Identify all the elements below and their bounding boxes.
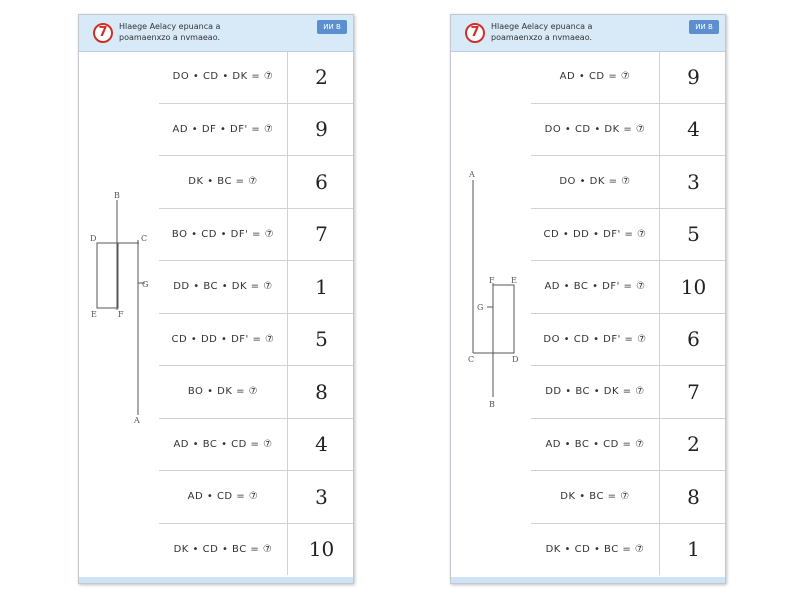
expression-cell: DO • CD • DF' = ⑦ (531, 313, 660, 366)
label-top: A (469, 170, 475, 179)
table-row (159, 156, 354, 209)
exercise-number-badge: 7 (93, 23, 113, 43)
expression-cell: AD • CD = ⑦ (159, 471, 288, 524)
label-bottom: B (489, 400, 495, 409)
expression-cell: CD • DD • DF' = ⑦ (159, 313, 288, 366)
answer-cell: 10 (288, 523, 355, 575)
answer-cell: 2 (288, 51, 355, 103)
geometry-figure (451, 15, 531, 584)
answer-cell: 3 (288, 471, 355, 524)
card-bottom-bar (451, 577, 725, 583)
label-right-bottom: D (512, 355, 519, 364)
expression-cell: DO • CD • DK = ⑦ (172, 71, 274, 83)
answer-cell: 1 (660, 523, 727, 575)
answer-cell: 9 (288, 103, 355, 156)
rectangle-shape (97, 243, 118, 308)
expression-cell: DK • BC = ⑦ (159, 156, 288, 209)
exercise-instructions: Hlaege Aelacy epuanca a poamaenxzo a nvmaeao. (491, 22, 593, 42)
expression-cell: AD • BC • CD = ⑦ (531, 418, 660, 471)
answer-cell: 7 (660, 366, 727, 419)
expression-cell: BO • DK = ⑦ (159, 366, 288, 419)
table-row (531, 156, 726, 209)
answer-cell: 9 (660, 51, 727, 103)
table-row (159, 208, 354, 261)
answer-cell: 2 (660, 418, 727, 471)
expression-cell: AD • BC • CD = ⑦ (159, 418, 288, 471)
exercise-number-badge: 7 (465, 23, 485, 43)
exercise-card-right (450, 14, 726, 584)
expression-cell: AD • BC • DF' = ⑦ (531, 261, 660, 314)
expression-cell: AD • CD = ⑦ (559, 71, 631, 83)
table-row (159, 51, 354, 103)
card-bottom-bar (79, 577, 353, 583)
label-left-top: D (90, 234, 97, 243)
table-row (531, 366, 726, 419)
expression-cell: DD • BC • DK = ⑦ (531, 366, 660, 419)
table-row (159, 366, 354, 419)
label-top: B (114, 191, 120, 200)
expression-cell: BO • CD • DF' = ⑦ (159, 208, 288, 261)
answer-cell: 8 (660, 471, 727, 524)
expression-cell: CD • DD • DF' = ⑦ (531, 208, 660, 261)
label-right-top: C (141, 234, 148, 243)
geometry-figure-svg (451, 15, 531, 584)
expression-cell: DO • DK = ⑦ (531, 156, 660, 209)
answer-cell: 5 (660, 208, 727, 261)
table-row (159, 418, 354, 471)
exercise-card-left (78, 14, 354, 584)
rectangle-shape (493, 285, 514, 353)
answer-cell: 1 (288, 261, 355, 314)
answer-cell: 3 (660, 156, 727, 209)
table-row (159, 471, 354, 524)
expression-cell: DK • CD • BC = ⑦ (159, 523, 288, 575)
expression-cell: AD • DF • DF' = ⑦ (159, 103, 288, 156)
table-row (531, 261, 726, 314)
expression-cell: DD • BC • DK = ⑦ (159, 261, 288, 314)
answer-cell: 4 (288, 418, 355, 471)
geometry-figure-svg (79, 15, 159, 584)
geometry-figure (79, 15, 159, 584)
table-row (531, 51, 726, 103)
table-row (159, 103, 354, 156)
table-row (531, 418, 726, 471)
label-left-bottom: C (468, 355, 475, 364)
table-row (159, 523, 354, 575)
table-row (531, 208, 726, 261)
vertical-segment-ba (119, 199, 139, 415)
label-side: G (142, 280, 149, 289)
table-row (531, 471, 726, 524)
label-right-bottom: F (118, 310, 124, 319)
label-left-bottom: E (91, 310, 97, 319)
label-bottom: A (134, 416, 140, 425)
answer-cell: 10 (660, 261, 727, 314)
answer-table (531, 51, 726, 575)
label-side: G (477, 303, 484, 312)
answer-cell: 7 (288, 208, 355, 261)
answer-cell: 6 (660, 313, 727, 366)
expression-cell: DK • CD • BC = ⑦ (531, 523, 660, 575)
card-tag-button[interactable]: ИИ В (689, 20, 719, 34)
answer-cell: 6 (288, 156, 355, 209)
label-left-top: F (489, 276, 495, 285)
table-row (159, 313, 354, 366)
expression-cell: DO • CD • DK = ⑦ (531, 103, 660, 156)
answer-table (159, 51, 354, 575)
label-right-top: E (511, 276, 517, 285)
table-row (531, 313, 726, 366)
answer-cell: 8 (288, 366, 355, 419)
exercise-instructions: Hlaege Aelacy epuanca a poamaenxzo a nvmaeao. (119, 22, 221, 42)
expression-cell: DK • BC = ⑦ (531, 471, 660, 524)
card-tag-button[interactable]: ИИ В (317, 20, 347, 34)
answer-cell: 5 (288, 313, 355, 366)
table-row (531, 103, 726, 156)
table-row (531, 523, 726, 575)
answer-cell: 4 (660, 103, 727, 156)
table-row (159, 261, 354, 314)
